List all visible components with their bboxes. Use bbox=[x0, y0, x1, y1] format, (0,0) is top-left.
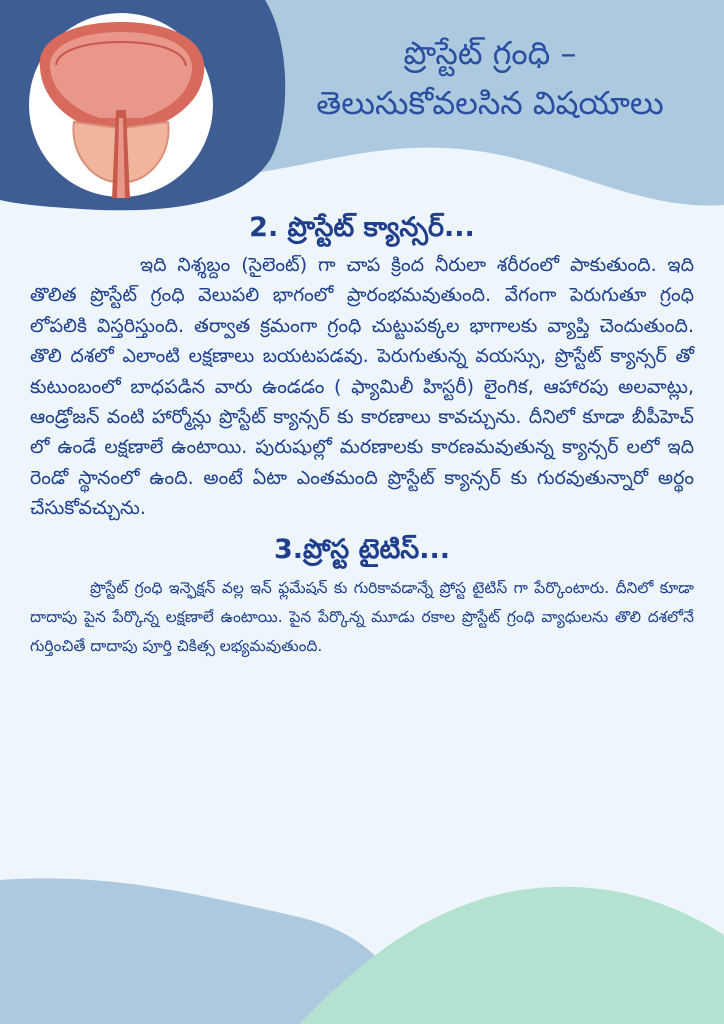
section-heading-prostatitis: 3.ప్రోస్ట టైటిస్... bbox=[273, 533, 451, 565]
section-body-prostatitis: ప్రొస్టేట్ గ్రంధి ఇన్ఫెక్షన్ వల్ల ఇన్ ఫ్లమేషన్ కు గురికావడాన్నే ప్రోస్ట టైటిస్ గా పేర్కొంటారు. దీనిలో కూడా దాదాపు పైన పేర్కొన్న లక్షణాలే ఉంటాయి. పైన పేర్కొన్న మూడు రకాల ప్రొస్టేట్ గ్రంధి వ్యాధులను తొలి దశలోనే గుర్తించితే దాదాపు పూర్తి చికిత్స లభ్యమవుతుంది. bbox=[30, 578, 694, 655]
title-line-1: ప్రొస్టేట్ గ్రంధి – bbox=[403, 34, 577, 72]
section-body-prostate-cancer: ఇది నిశ్శబ్దం (సైలెంట్) గా చాప క్రింద నీరులా శరీరంలో పాకుతుంది. ఇది తొలిత ప్రొస్టేట్ గ్రంధి వెలుపలి భాగంలో ప్రారంభమవుతుంది. వేగంగా పెరుగుతూ గ్రంధి లోపలికి విస్తరిస్తుంది. తర్వాత క్రమంగా గ్రంధి చుట్టుపక్కల భాగాలకు వ్యాప్తి చెందుతుంది. తొలి దశలో ఎలాంటి లక్షణాలు బయటపడవు. పెరుగుతున్న వయస్సు, ప్రొస్టేట్ క్యాన్సర్ తో కుటుంబంలో బాధపడిన వారు ఉండడం ( ఫ్యామిలీ హిస్టరీ) లైంగిక, ఆహారపు అలవాట్లు, ఆండ్రోజన్ వంటి హార్మోన్లు ప్రొస్టేట్ క్యాన్సర్ కు కారణాలు కావచ్చును. దీనిలో కూడా బీపీహెచ్ లో ఉండే లక్షణాలే ఉంటాయి. పురుషుల్లో మరణాలకు కారణమవుతున్న క్యాన్సర్ లలో ఇది రెండో స్థానంలో ఉంది. అంటే ఏటా ఎంతమంది ప్రొస్టేట్ క్యాన్సర్ కు గురవుతున్నారో అర్థం చేసుకోవచ్చును. bbox=[30, 254, 694, 520]
main-content bbox=[30, 208, 694, 661]
title-line-2: తెలుసుకోవలసిన విషయాలు bbox=[316, 84, 664, 122]
prostate-illustration bbox=[26, 10, 216, 200]
section-heading-prostate-cancer: 2. ప్రొస్టేట్ క్యాన్సర్... bbox=[249, 212, 475, 243]
page-title bbox=[280, 28, 700, 128]
